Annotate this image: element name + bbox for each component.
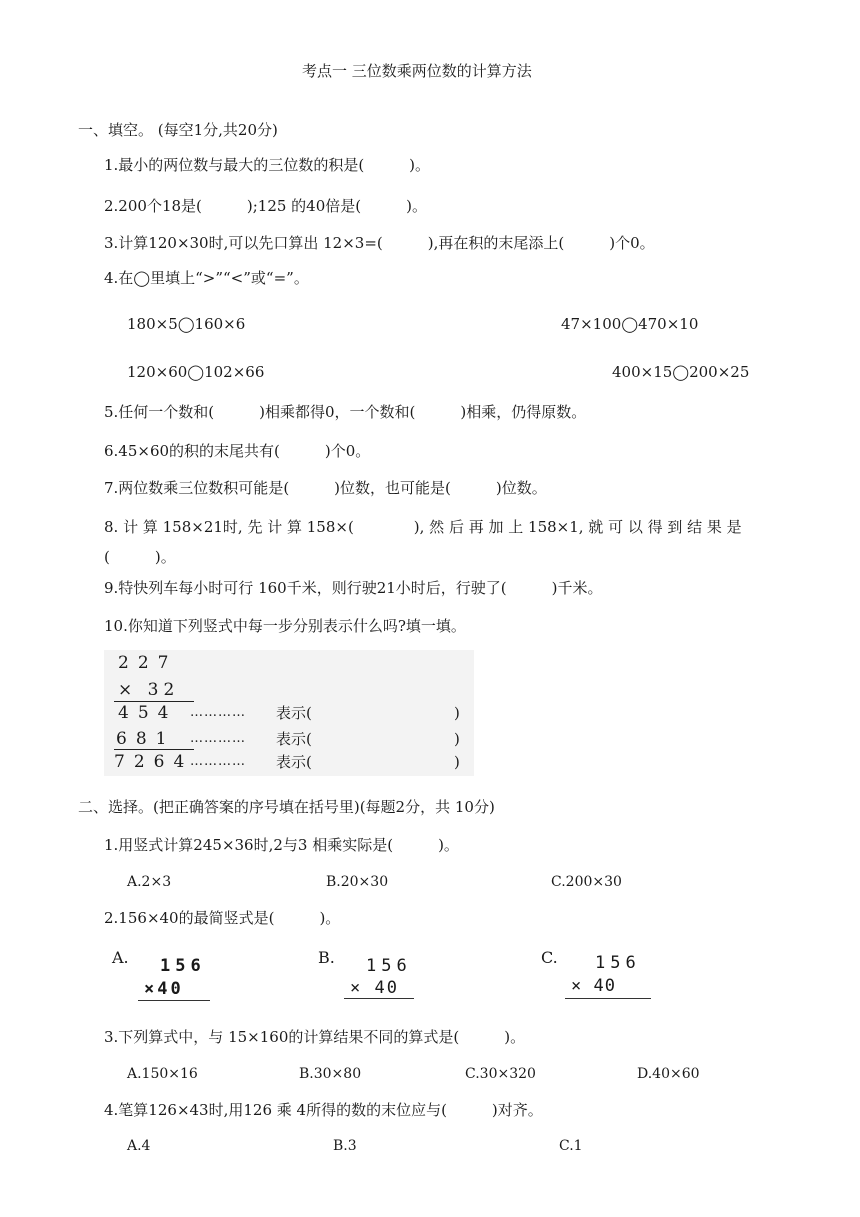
final-product: 7264 bbox=[114, 752, 194, 772]
compare-item-2: 47×100◯470×10 bbox=[561, 315, 699, 333]
compare-item-4: 400×15◯200×25 bbox=[612, 363, 750, 381]
dots-1: ………… bbox=[190, 705, 246, 720]
option-letter: C. bbox=[541, 948, 558, 967]
question-2-2: 2.156×40的最简竖式是( )。 bbox=[104, 909, 341, 927]
question-1-5: 5.任何一个数和( )相乘都得0，一个数和( )相乘，仍得原数。 bbox=[104, 403, 587, 421]
option-top: 156 bbox=[366, 956, 412, 976]
question-1-8-line1: 8. 计 算 158×21时, 先 计 算 158×( ), 然 后 再 加 上 158×1, 就 可 以 得 到 结 果 是 bbox=[104, 518, 742, 536]
option-top: 156 bbox=[595, 953, 641, 973]
option-letter: A. bbox=[112, 948, 129, 967]
compare-item-1: 180×5◯160×6 bbox=[127, 315, 246, 333]
question-1-2: 2.200个18是( );125 的40倍是( )。 bbox=[104, 197, 427, 215]
vertical-multiplication bbox=[104, 650, 474, 776]
close-3: ) bbox=[454, 753, 460, 771]
close-2: ) bbox=[454, 730, 460, 748]
option-bottom: × 40 bbox=[350, 978, 399, 998]
option-2-3-d: D.40×60 bbox=[637, 1066, 700, 1082]
label-2: 表示( bbox=[276, 730, 312, 748]
question-1-10: 10.你知道下列竖式中每一步分别表示什么吗?填一填。 bbox=[104, 617, 466, 635]
section-2-heading: 二、选择。(把正确答案的序号填在括号里)(每题2分，共 10分) bbox=[78, 798, 495, 816]
question-2-3: 3.下列算式中，与 15×160的计算结果不同的算式是( )。 bbox=[104, 1028, 526, 1046]
question-1-8-line2: ( )。 bbox=[104, 548, 176, 566]
multiplier: × 32 bbox=[118, 680, 180, 700]
partial-product-1: 454 bbox=[118, 703, 178, 723]
option-2-1-b: B.20×30 bbox=[326, 874, 389, 890]
option-2-2-a bbox=[112, 946, 212, 1006]
option-bottom: ×40 bbox=[144, 979, 184, 999]
question-2-1: 1.用竖式计算245×36时,2与3 相乘实际是( )。 bbox=[104, 836, 459, 854]
question-1-1: 1.最小的两位数与最大的三位数的积是( )。 bbox=[104, 156, 431, 174]
label-3: 表示( bbox=[276, 753, 312, 771]
option-2-4-a: A.4 bbox=[127, 1138, 151, 1154]
question-1-4: 4.在◯里填上“>”“<”或“=”。 bbox=[104, 269, 309, 287]
question-2-4: 4.笔算126×43时,用126 乘 4所得的数的末位应与( )对齐。 bbox=[104, 1101, 543, 1119]
option-bottom: × 40 bbox=[571, 976, 616, 996]
dots-3: ………… bbox=[190, 754, 246, 769]
option-line bbox=[138, 1000, 210, 1001]
option-line bbox=[344, 998, 414, 999]
option-2-3-b: B.30×80 bbox=[299, 1066, 362, 1082]
section-1-heading: 一、填空。 (每空1分,共20分) bbox=[78, 121, 278, 139]
question-1-3: 3.计算120×30时,可以先口算出 12×3=( ),再在积的末尾添上( )个0。 bbox=[104, 234, 655, 252]
partial-product-2: 681 bbox=[116, 729, 176, 749]
vertical-line-2 bbox=[114, 749, 194, 750]
option-2-1-c: C.200×30 bbox=[551, 874, 622, 890]
option-2-4-b: B.3 bbox=[333, 1138, 357, 1154]
question-1-7: 7.两位数乘三位数积可能是( )位数，也可能是( )位数。 bbox=[104, 479, 547, 497]
option-2-4-c: C.1 bbox=[559, 1138, 583, 1154]
label-1: 表示( bbox=[276, 704, 312, 722]
multiplicand: 227 bbox=[118, 653, 178, 673]
option-letter: B. bbox=[318, 948, 335, 967]
option-2-1-a: A.2×3 bbox=[127, 874, 172, 890]
option-top: 156 bbox=[160, 956, 206, 976]
option-2-2-c bbox=[541, 946, 661, 1006]
option-2-2-b bbox=[318, 946, 418, 1006]
option-2-3-a: A.150×16 bbox=[127, 1066, 198, 1082]
question-1-9: 9.特快列车每小时可行 160千米，则行驶21小时后，行驶了( )千米。 bbox=[104, 579, 603, 597]
option-2-3-c: C.30×320 bbox=[465, 1066, 536, 1082]
question-1-6: 6.45×60的积的末尾共有( )个0。 bbox=[104, 442, 371, 460]
dots-2: ………… bbox=[190, 731, 246, 746]
close-1: ) bbox=[454, 704, 460, 722]
page-title: 考点一 三位数乘两位数的计算方法 bbox=[302, 62, 532, 80]
option-line bbox=[565, 998, 651, 999]
compare-item-3: 120×60◯102×66 bbox=[127, 363, 265, 381]
